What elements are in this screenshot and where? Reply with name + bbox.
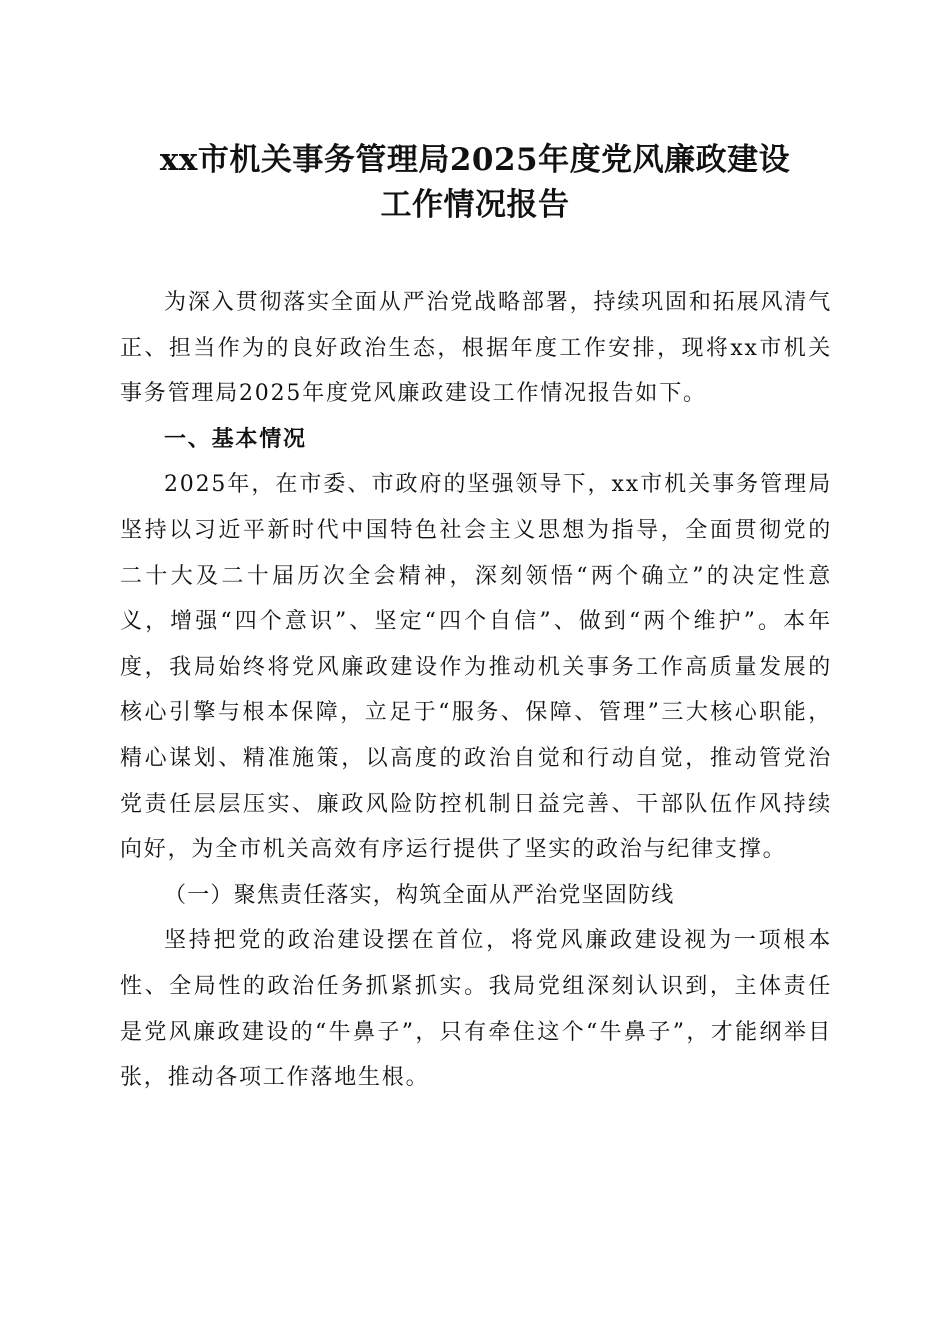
document-title-line-2: 工作情况报告 [380, 187, 570, 223]
document-body [120, 280, 832, 1101]
subsection-paragraph-responsibility: 坚持把党的政治建设摆在首位，将党风廉政建设视为一项根本性、全局性的政治任务抓紧抓实。我局党组深刻认识到，主体责任是党风廉政建设的“牛鼻子”，只有牵住这个“牛鼻子”，才能纲举目张，推动各项工作落地生根。 [120, 928, 832, 1091]
subsection-heading-responsibility: （一）聚焦责任落实，构筑全面从严治党坚固防线 [164, 882, 675, 908]
section-heading-basic-situation: 一、基本情况 [164, 426, 307, 452]
section-paragraph-basic-situation: 2025年，在市委、市政府的坚强领导下，xx市机关事务管理局坚持以习近平新时代中国特色社会主义思想为指导，全面贯彻党的二十大及二十届历次全会精神，深刻领悟“两个确立”的决定性意义，增强“四个意识”、坚定“四个自信”、做到“两个维护”。本年度，我局始终将党风廉政建设作为推动机关事务工作高质量发展的核心引擎与根本保障，立足于“服务、保障、管理”三大核心职能，精心谋划、精准施策，以高度的政治自觉和行动自觉，推动管党治党责任层层压实、廉政风险防控机制日益完善、干部队伍作风持续向好，为全市机关高效有序运行提供了坚实的政治与纪律支撑。 [120, 472, 832, 863]
intro-paragraph: 为深入贯彻落实全面从严治党战略部署，持续巩固和拓展风清气正、担当作为的良好政治生态，根据年度工作安排，现将xx市机关事务管理局2025年度党风廉政建设工作情况报告如下。 [120, 290, 832, 407]
document-title-line-1: xx市机关事务管理局2025年度党风廉政建设 [159, 142, 791, 178]
